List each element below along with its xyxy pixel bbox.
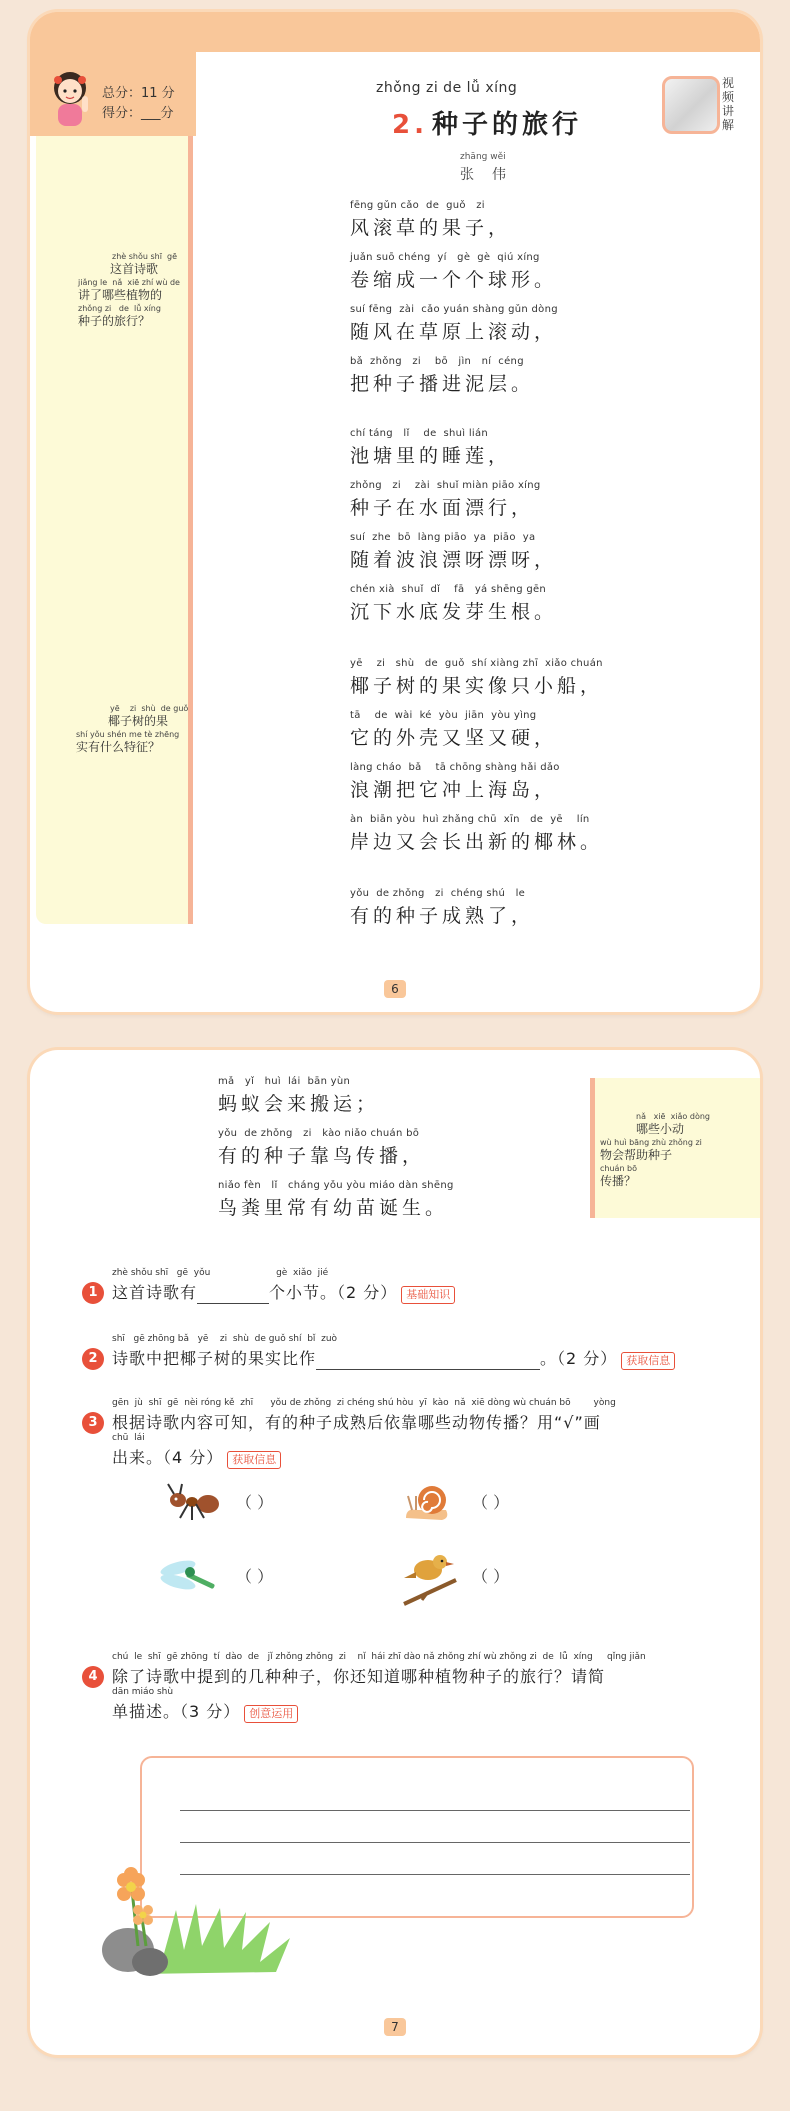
choice-dragonfly[interactable]: （ ） xyxy=(236,1567,274,1586)
writing-line xyxy=(180,1810,690,1811)
video-lesson-button[interactable] xyxy=(662,76,720,134)
poem-line: tā de wài ké yòu jiān yòu yìng 它的外壳又坚又硬， xyxy=(350,710,558,749)
lesson-title-text: 种子的旅行 xyxy=(431,110,582,140)
poem-line: làng cháo bǎ tā chōng shàng hǎi dǎo 浪潮把它冲上海岛， xyxy=(350,762,560,801)
flowers-grass-illustration xyxy=(80,1850,360,1978)
dragonfly-icon xyxy=(158,1552,222,1604)
side-question-seeds: zhè shǒu shī gē 这首诗歌 jiǎng le nǎ xiē zhí wù de 讲了哪些植物的 zhǒng zi de lǚ xíng 种子的旅行？ xyxy=(78,252,180,328)
poem-line: yǒu de zhǒng zi chéng shú le 有的种子成熟了， xyxy=(350,888,535,927)
skill-tag: 基础知识 xyxy=(401,1286,455,1304)
poem-line: suí zhe bō làng piāo ya piāo ya 随着波浪漂呀漂呀， xyxy=(350,532,558,571)
question-number: 4 xyxy=(82,1666,104,1688)
question-number: 1 xyxy=(82,1282,104,1304)
writing-line xyxy=(180,1842,690,1843)
workbook-page-7: mǎ yǐ huì lái bān yùn 蚂蚁会来搬运； yǒu de zhǒng zi kào niǎo chuán bō 有的种子靠鸟传播， niǎo fèn lǐ cháng yǒu yòu miáo dàn shēng 鸟粪里常有幼苗诞生。 nǎ xiē xiǎo dòng 哪些小动 wù huì bāng zhù zhǒng zi 物会帮助种子 chuán bō 传播？ 1 zhè shǒu shī gē yǒu gè xiǎo jié 这首诗歌有 个小节。（2 分） 基础知识 2 shī gē zhōng bǎ yē zi shù de guǒ shí bǐ zuò 诗歌中把椰子树的果实比作 。（2 分） 获取信息 3 gēn jù shī gē nèi róng kě zhī yǒu de zhǒng zi chéng shú hòu yī kào nǎ xiē dòng wù chuán bō yòng 根据诗歌内容可知，有的种子成熟后依靠哪些动物传播？用“√”画 chū lái 出来。（4 分） 获取信息 （ ） （ ） （ ） （ ） 4 chú le shī gē zhōng tí dào de jǐ zhǒng zhǒng zi nǐ hái zhī dào nǎ zhǒng zhí wù zhǒng zi de lǚ xíng qǐng jiǎn 除了诗歌中提到的几种种子，你还知道哪种植物种子的旅行？请简 dān miáo shù 单描述。（3 分） 创意运用 7 xyxy=(30,1050,760,2055)
skill-tag: 创意运用 xyxy=(244,1705,298,1723)
lesson-number: 2. xyxy=(392,110,428,140)
poem-line: juǎn suō chéng yí gè gè qiú xíng 卷缩成一个个球形。 xyxy=(350,252,558,291)
poem-line: zhǒng zi zài shuǐ miàn piāo xíng 种子在水面漂行， xyxy=(350,480,541,519)
workbook-page-6 xyxy=(30,12,760,1012)
answer-blank[interactable] xyxy=(197,1303,269,1304)
side-question-coconut: yē zi shù de guǒ 椰子树的果 shí yǒu shén me tè zhēng 实有什么特征？ xyxy=(76,704,189,754)
poem-line: suí fēng zài cǎo yuán shàng gǔn dòng 随风在草原上滚动， xyxy=(350,304,558,343)
poem-line: yē zi shù de guǒ shí xiàng zhī xiǎo chuán 椰子树的果实像只小船， xyxy=(350,658,604,697)
girl-avatar-icon xyxy=(44,66,96,130)
author-pinyin: zhāng wěi xyxy=(460,152,506,162)
title-pinyin: zhǒng zi de lǚ xíng xyxy=(376,80,518,96)
side-question-animals: nǎ xiē xiǎo dòng 哪些小动 wù huì bāng zhù zhǒng zi 物会帮助种子 chuán bō 传播？ xyxy=(600,1112,710,1188)
question-number: 2 xyxy=(82,1348,104,1370)
poem-line: àn biān yòu huì zhǎng chū xīn de yē lín 岸边又会长出新的椰林。 xyxy=(350,814,604,853)
poem-line: bǎ zhǒng zi bō jìn ní céng 把种子播进泥层。 xyxy=(350,356,535,395)
choice-ant[interactable]: （ ） xyxy=(236,1493,274,1512)
question-number: 3 xyxy=(82,1412,104,1434)
poem-line: chén xià shuǐ dǐ fā yá shēng gēn 沉下水底发芽生根。 xyxy=(350,584,558,623)
choice-snail[interactable]: （ ） xyxy=(472,1493,510,1512)
skill-tag: 获取信息 xyxy=(621,1352,675,1370)
ant-icon xyxy=(166,1480,222,1524)
poem-line: fēng gǔn cǎo de guǒ zi 风滚草的果子， xyxy=(350,200,512,239)
skill-tag: 获取信息 xyxy=(227,1451,281,1469)
page-number: 7 xyxy=(384,2018,406,2036)
poem-line: chí táng lǐ de shuì lián 池塘里的睡莲， xyxy=(350,428,512,467)
earned-score: 得分：___分 xyxy=(102,106,174,121)
poem-line: mǎ yǐ huì lái bān yùn 蚂蚁会来搬运； xyxy=(218,1076,380,1115)
bird-icon xyxy=(398,1550,462,1608)
poem-line: yǒu de zhǒng zi kào niǎo chuán bō 有的种子靠鸟传播， xyxy=(218,1128,426,1167)
video-lesson-label: 视频讲解 xyxy=(722,76,735,132)
total-score: 总分：11 分 xyxy=(102,86,175,101)
lesson-title xyxy=(392,104,582,141)
snail-icon xyxy=(402,1478,452,1524)
poem-line: niǎo fèn lǐ cháng yǒu yòu miáo dàn shēng 鸟粪里常有幼苗诞生。 xyxy=(218,1180,454,1219)
answer-blank[interactable] xyxy=(316,1369,540,1370)
author-name: 张伟 xyxy=(460,167,524,183)
choice-bird[interactable]: （ ） xyxy=(472,1567,510,1586)
page-number: 6 xyxy=(384,980,406,998)
